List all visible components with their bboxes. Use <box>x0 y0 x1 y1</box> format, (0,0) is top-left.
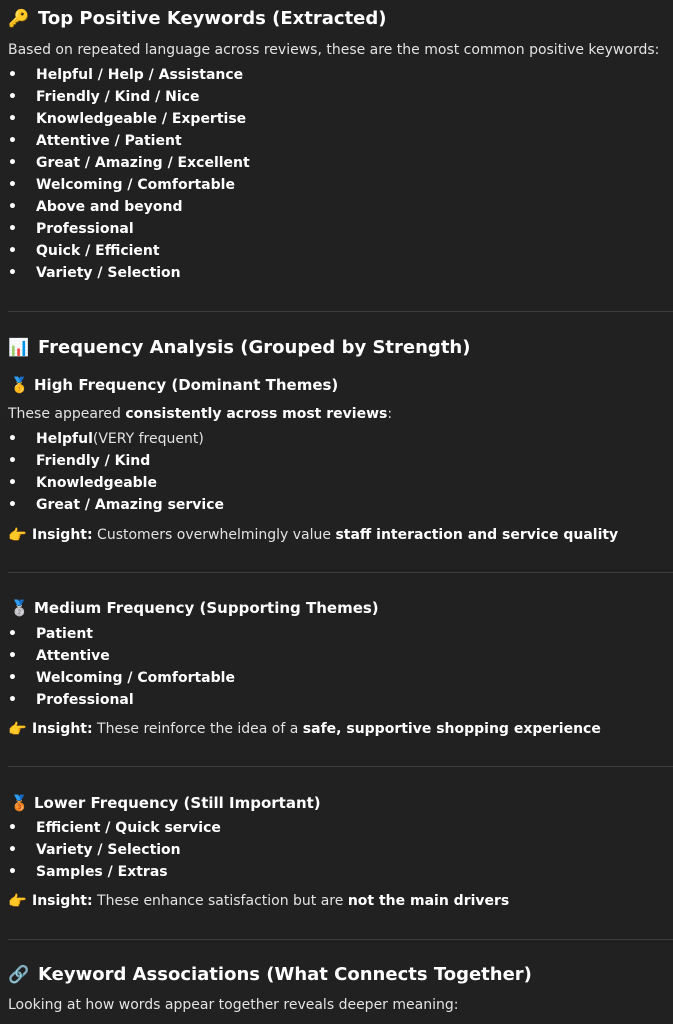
pointing-hand-icon: 👉 <box>8 526 27 544</box>
list-item <box>8 243 160 259</box>
bullet-marker: • <box>8 133 17 149</box>
list-item <box>8 670 235 686</box>
insight-label: Insight: <box>32 721 93 737</box>
bullet-marker: • <box>8 67 17 83</box>
bullet-marker: • <box>8 177 17 193</box>
keyword: Welcoming / Comfortable <box>36 177 235 193</box>
keyword: Great / Amazing service <box>36 497 225 513</box>
intro-prefix: These appeared <box>8 406 126 422</box>
bullet-marker: • <box>8 648 17 664</box>
subheading-lower-frequency <box>10 794 321 812</box>
list-item <box>8 177 235 193</box>
list-item <box>8 626 93 642</box>
subheading-medium-frequency <box>10 599 379 617</box>
keyword: Helpful <box>36 431 93 447</box>
high-frequency-intro <box>8 406 392 422</box>
list-item <box>8 864 168 880</box>
section-intro: Based on repeated language across reviews, these are the most common positive keywords: <box>8 42 660 58</box>
keyword: Knowledgeable / Expertise <box>36 111 247 127</box>
list-item <box>8 820 221 836</box>
keyword-note: (VERY frequent) <box>92 431 204 447</box>
keyword: Friendly / Kind / Nice <box>36 89 200 105</box>
keyword: Variety / Selection <box>36 265 181 281</box>
insight-text: These reinforce the idea of a <box>92 721 303 737</box>
divider <box>8 311 673 312</box>
keyword: Welcoming / Comfortable <box>36 670 235 686</box>
list-item <box>8 155 250 171</box>
keyword: Variety / Selection <box>36 842 181 858</box>
list-item <box>8 67 243 83</box>
pointing-hand-icon: 👉 <box>8 720 27 738</box>
bullet-marker: • <box>8 475 17 491</box>
bullet-marker: • <box>8 243 17 259</box>
link-icon: 🔗 <box>8 964 30 985</box>
keyword: Friendly / Kind <box>36 453 151 469</box>
bullet-marker: • <box>8 626 17 642</box>
key-icon: 🔑 <box>8 8 30 29</box>
keyword: Patient <box>36 626 93 642</box>
list-item <box>8 453 150 469</box>
insight-high <box>8 526 618 544</box>
bullet-marker: • <box>8 453 17 469</box>
bullet-marker: • <box>8 820 17 836</box>
subheading-title: High Frequency (Dominant Themes) <box>34 376 339 394</box>
subheading-high-frequency <box>10 376 338 394</box>
divider <box>8 572 673 573</box>
list-item <box>8 648 110 664</box>
keyword: Samples / Extras <box>36 864 168 880</box>
section-heading-keywords <box>8 8 387 29</box>
divider <box>8 766 673 767</box>
list-item <box>8 265 181 281</box>
insight-medium <box>8 720 601 738</box>
list-item <box>8 497 224 513</box>
list-item <box>8 692 134 708</box>
section-intro: Looking at how words appear together reveals deeper meaning: <box>8 997 459 1013</box>
section-title: Frequency Analysis (Grouped by Strength) <box>38 337 471 358</box>
section-heading-frequency <box>8 337 470 358</box>
gold-medal-icon: 🥇 <box>10 376 29 394</box>
bullet-marker: • <box>8 155 17 171</box>
section-title: Top Positive Keywords (Extracted) <box>38 8 387 29</box>
insight-text: Customers overwhelmingly value <box>92 527 336 543</box>
insight-label: Insight: <box>32 527 93 543</box>
bullet-marker: • <box>8 864 17 880</box>
list-item <box>8 199 183 215</box>
intro-bold: consistently across most reviews <box>125 406 388 422</box>
keyword: Helpful / Help / Assistance <box>36 67 244 83</box>
bullet-marker: • <box>8 111 17 127</box>
bullet-marker: • <box>8 431 17 447</box>
keyword: Above and beyond <box>36 199 183 215</box>
bullet-marker: • <box>8 89 17 105</box>
divider <box>8 939 673 940</box>
insight-lower <box>8 892 509 910</box>
bullet-marker: • <box>8 842 17 858</box>
insight-bold: not the main drivers <box>347 893 510 909</box>
insight-bold: safe, supportive shopping experience <box>302 721 601 737</box>
keyword: Quick / Efficient <box>36 243 160 259</box>
list-item <box>8 475 157 491</box>
bullet-marker: • <box>8 199 17 215</box>
bar-chart-icon: 📊 <box>8 337 30 358</box>
bullet-marker: • <box>8 265 17 281</box>
keyword: Attentive / Patient <box>36 133 182 149</box>
subheading-title: Lower Frequency (Still Important) <box>34 794 321 812</box>
section-title: Keyword Associations (What Connects Together) <box>38 964 532 985</box>
list-item <box>8 111 246 127</box>
subheading-title: Medium Frequency (Supporting Themes) <box>34 599 379 617</box>
list-item <box>8 133 182 149</box>
insight-text: These enhance satisfaction but are <box>92 893 348 909</box>
bullet-marker: • <box>8 670 17 686</box>
section-heading-associations <box>8 964 532 985</box>
pointing-hand-icon: 👉 <box>8 892 27 910</box>
keyword: Attentive <box>36 648 110 664</box>
keyword: Efficient / Quick service <box>36 820 221 836</box>
bullet-marker: • <box>8 221 17 237</box>
bullet-marker: • <box>8 497 17 513</box>
keyword: Professional <box>36 221 134 237</box>
insight-bold: staff interaction and service quality <box>335 527 619 543</box>
keyword: Great / Amazing / Excellent <box>36 155 250 171</box>
keyword: Professional <box>36 692 134 708</box>
list-item <box>8 431 204 447</box>
intro-suffix: : <box>387 406 393 422</box>
bullet-marker: • <box>8 692 17 708</box>
list-item <box>8 221 134 237</box>
insight-label: Insight: <box>32 893 93 909</box>
list-item <box>8 89 199 105</box>
bronze-medal-icon: 🥉 <box>10 794 29 812</box>
keyword: Knowledgeable <box>36 475 157 491</box>
silver-medal-icon: 🥈 <box>10 599 29 617</box>
list-item <box>8 842 181 858</box>
